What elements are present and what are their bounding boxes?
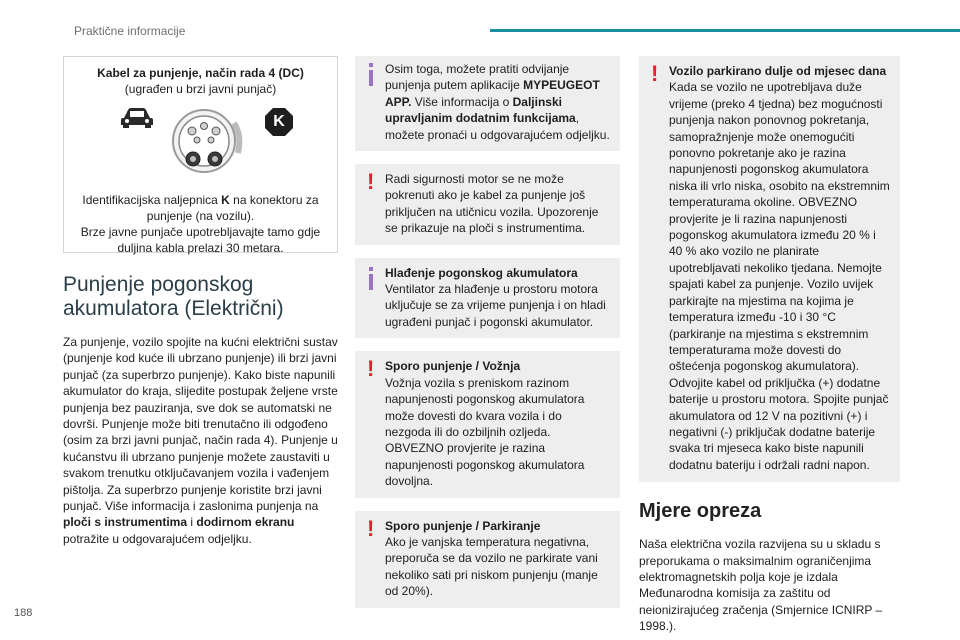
note-text: Kada se vozilo ne upotrebljava duže vrijeme (preko 4 tjedna) bez mogućnosti punjenja nakon ponovnog pokretanja, samopražnjenje može onemogućiti ponovno pokretanje ako je razina napunjenosti pogonskog akumulatora niska ili vrlo niska, osobito na ekstremnim temperaturama okoline. OBVEZNO provjerite je li razina napunjenosti pogonskog akumulatora između 20 % i 40 % ako vozilo ne planirate upotrebljavati nekoliko tjedana. Nemojte spajati kabel za punjenje. Vozilo uvijek parkirajte na mjestima na kojima je temperatura između -10 i 30 °C (parkiranje na mjestima s ekstremnim temperaturama može dovesti do oštećenja pogonskog akumulatora). Odvojite kabel od priključka (+) dodatne baterije u prostoru motora. Spojite punjač akumulatora od 12 V na pozitivni (+) i negativni (-) priključak dodatne baterije svaka tri mjeseca kako biste napunili dodatnu bateriju i održali radni napon. — [669, 80, 890, 472]
warning-icon: ! — [367, 169, 375, 195]
paragraph-text: i — [187, 515, 197, 530]
header-rule — [490, 29, 960, 32]
k-label: K — [221, 193, 230, 207]
page-header-title: Praktične informacije — [74, 24, 186, 38]
precautions-heading: Mjere opreza — [639, 500, 762, 523]
note-text-part: , možete pronaći u odgovarajućem odjeljku. — [385, 111, 610, 142]
precautions-text: Naša električna vozila razvijena su u skladu s preporukama o maksimalnim ograničenjima elektromagnetskih polja koje je izdala Međunarodna komisija za zaštitu od neionizirajućeg zračenja (Smjernice ICNIRP – 1998.). — [639, 537, 883, 634]
note-text: Ventilator za hlađenje u prostoru motora uključuje se za vrijeme punjenja i on hladi ugrađeni punjač i pogonski akumulator. — [385, 282, 606, 329]
note-title: Sporo punjenje / Vožnja — [385, 359, 521, 374]
paragraph-bold: dodirnom ekranu — [196, 515, 295, 530]
column-middle — [355, 56, 620, 621]
section-heading: Punjenje pogonskog akumulatora (Električni) — [63, 273, 284, 320]
charging-cable-box — [63, 56, 338, 253]
warning-note — [355, 511, 620, 608]
warning-note — [355, 351, 620, 497]
info-note — [355, 258, 620, 339]
note-text: Ako je vanjska temperatura negativna, preporuča se da vozilo ne parkirate vani nekoliko sati pri niskom punjenju (manje od 20%). — [385, 534, 598, 599]
note-title: Sporo punjenje / Parkiranje — [385, 518, 541, 533]
warning-icon: ! — [651, 61, 659, 86]
section-paragraph — [63, 334, 338, 547]
cable-text-part: Brze javne punjače upotrebljavajte tamo gdje duljina kabla prelazi 30 metara. — [80, 225, 321, 255]
note-title: Vozilo parkirano dulje od mjesec dana — [669, 64, 887, 78]
cable-illustration — [74, 101, 327, 187]
cable-box-text — [74, 192, 327, 256]
info-note — [355, 56, 620, 151]
note-text-part: Više informacija o — [411, 94, 513, 109]
column-right — [639, 56, 900, 635]
note-text — [367, 61, 610, 143]
info-icon — [367, 63, 379, 89]
paragraph-text: Za punjenje, vozilo spojite na kućni električni sustav (punjenje kod kuće ili ubrzano punjenje) ili brzi javni punjač (za superbrzo punjenje). Kako biste napunili akumulator do kraja, slijedite postupak željene vrste punjenja bez pauziranja, sve dok se automatski ne dovrši. Punjenje može biti trenutačno ili odgođeno (osim za brzi javni punjač, način rada 4). Punjenje u kućanstvu ili ubrzano punjenje možete zaustaviti u svakom trenutku otključavanjem vozila i vađenjem pištolja. Za superbrzo punjenje koristite brzi javni punjač. Više informacija i zaslonima punjenja na — [63, 335, 338, 514]
note-text: Radi sigurnosti motor se ne može pokrenuti ako je kabel za punjenje još priključen na utičnicu vozila. Upozorenje se prikazuje na ploči s instrumentima. — [385, 172, 599, 236]
note-bold: MYPEUGEOT APP. — [385, 78, 600, 109]
cable-box-title: Kabel za punjenje, način rada 4 (DC) — [97, 66, 304, 80]
charging-connector-icon — [168, 101, 248, 185]
warning-icon: ! — [367, 356, 375, 382]
note-title: Hlađenje pogonskog akumulatora — [385, 265, 578, 280]
cable-box-subtitle: (ugrađen u brzi javni punjač) — [124, 82, 277, 96]
paragraph-bold: ploči s instrumentima — [63, 515, 188, 530]
info-icon — [367, 265, 379, 291]
warning-note — [355, 164, 620, 245]
column-left — [63, 56, 338, 547]
note-text-part: Osim toga, možete pratiti odvijanje punjenja putem aplikacije — [385, 62, 570, 93]
warning-note — [639, 56, 900, 482]
paragraph-text: potražite u odgovarajućem odjeljku. — [63, 531, 252, 546]
k-badge-icon — [264, 107, 294, 137]
car-icon — [120, 105, 154, 129]
cable-text-part: Identifikacijska naljepnica — [82, 193, 222, 207]
note-text: Vožnja vozila s preniskom razinom napunjenosti pogonskog akumulatora može dovesti do kvara vozila i do nezgoda ili do ozbiljnih ozljeda. OBVEZNO provjerite je razina napunjenosti pogonskog akumulatora dovoljna. — [385, 375, 585, 489]
cable-text-part: na konektoru za punjenje (na vozilu). — [146, 193, 319, 223]
page-number: 188 — [14, 607, 33, 619]
note-bold: Daljinski upravljanim dodatnim funkcijama — [385, 94, 576, 126]
k-badge-letter: K — [273, 113, 285, 130]
warning-icon: ! — [367, 515, 375, 541]
